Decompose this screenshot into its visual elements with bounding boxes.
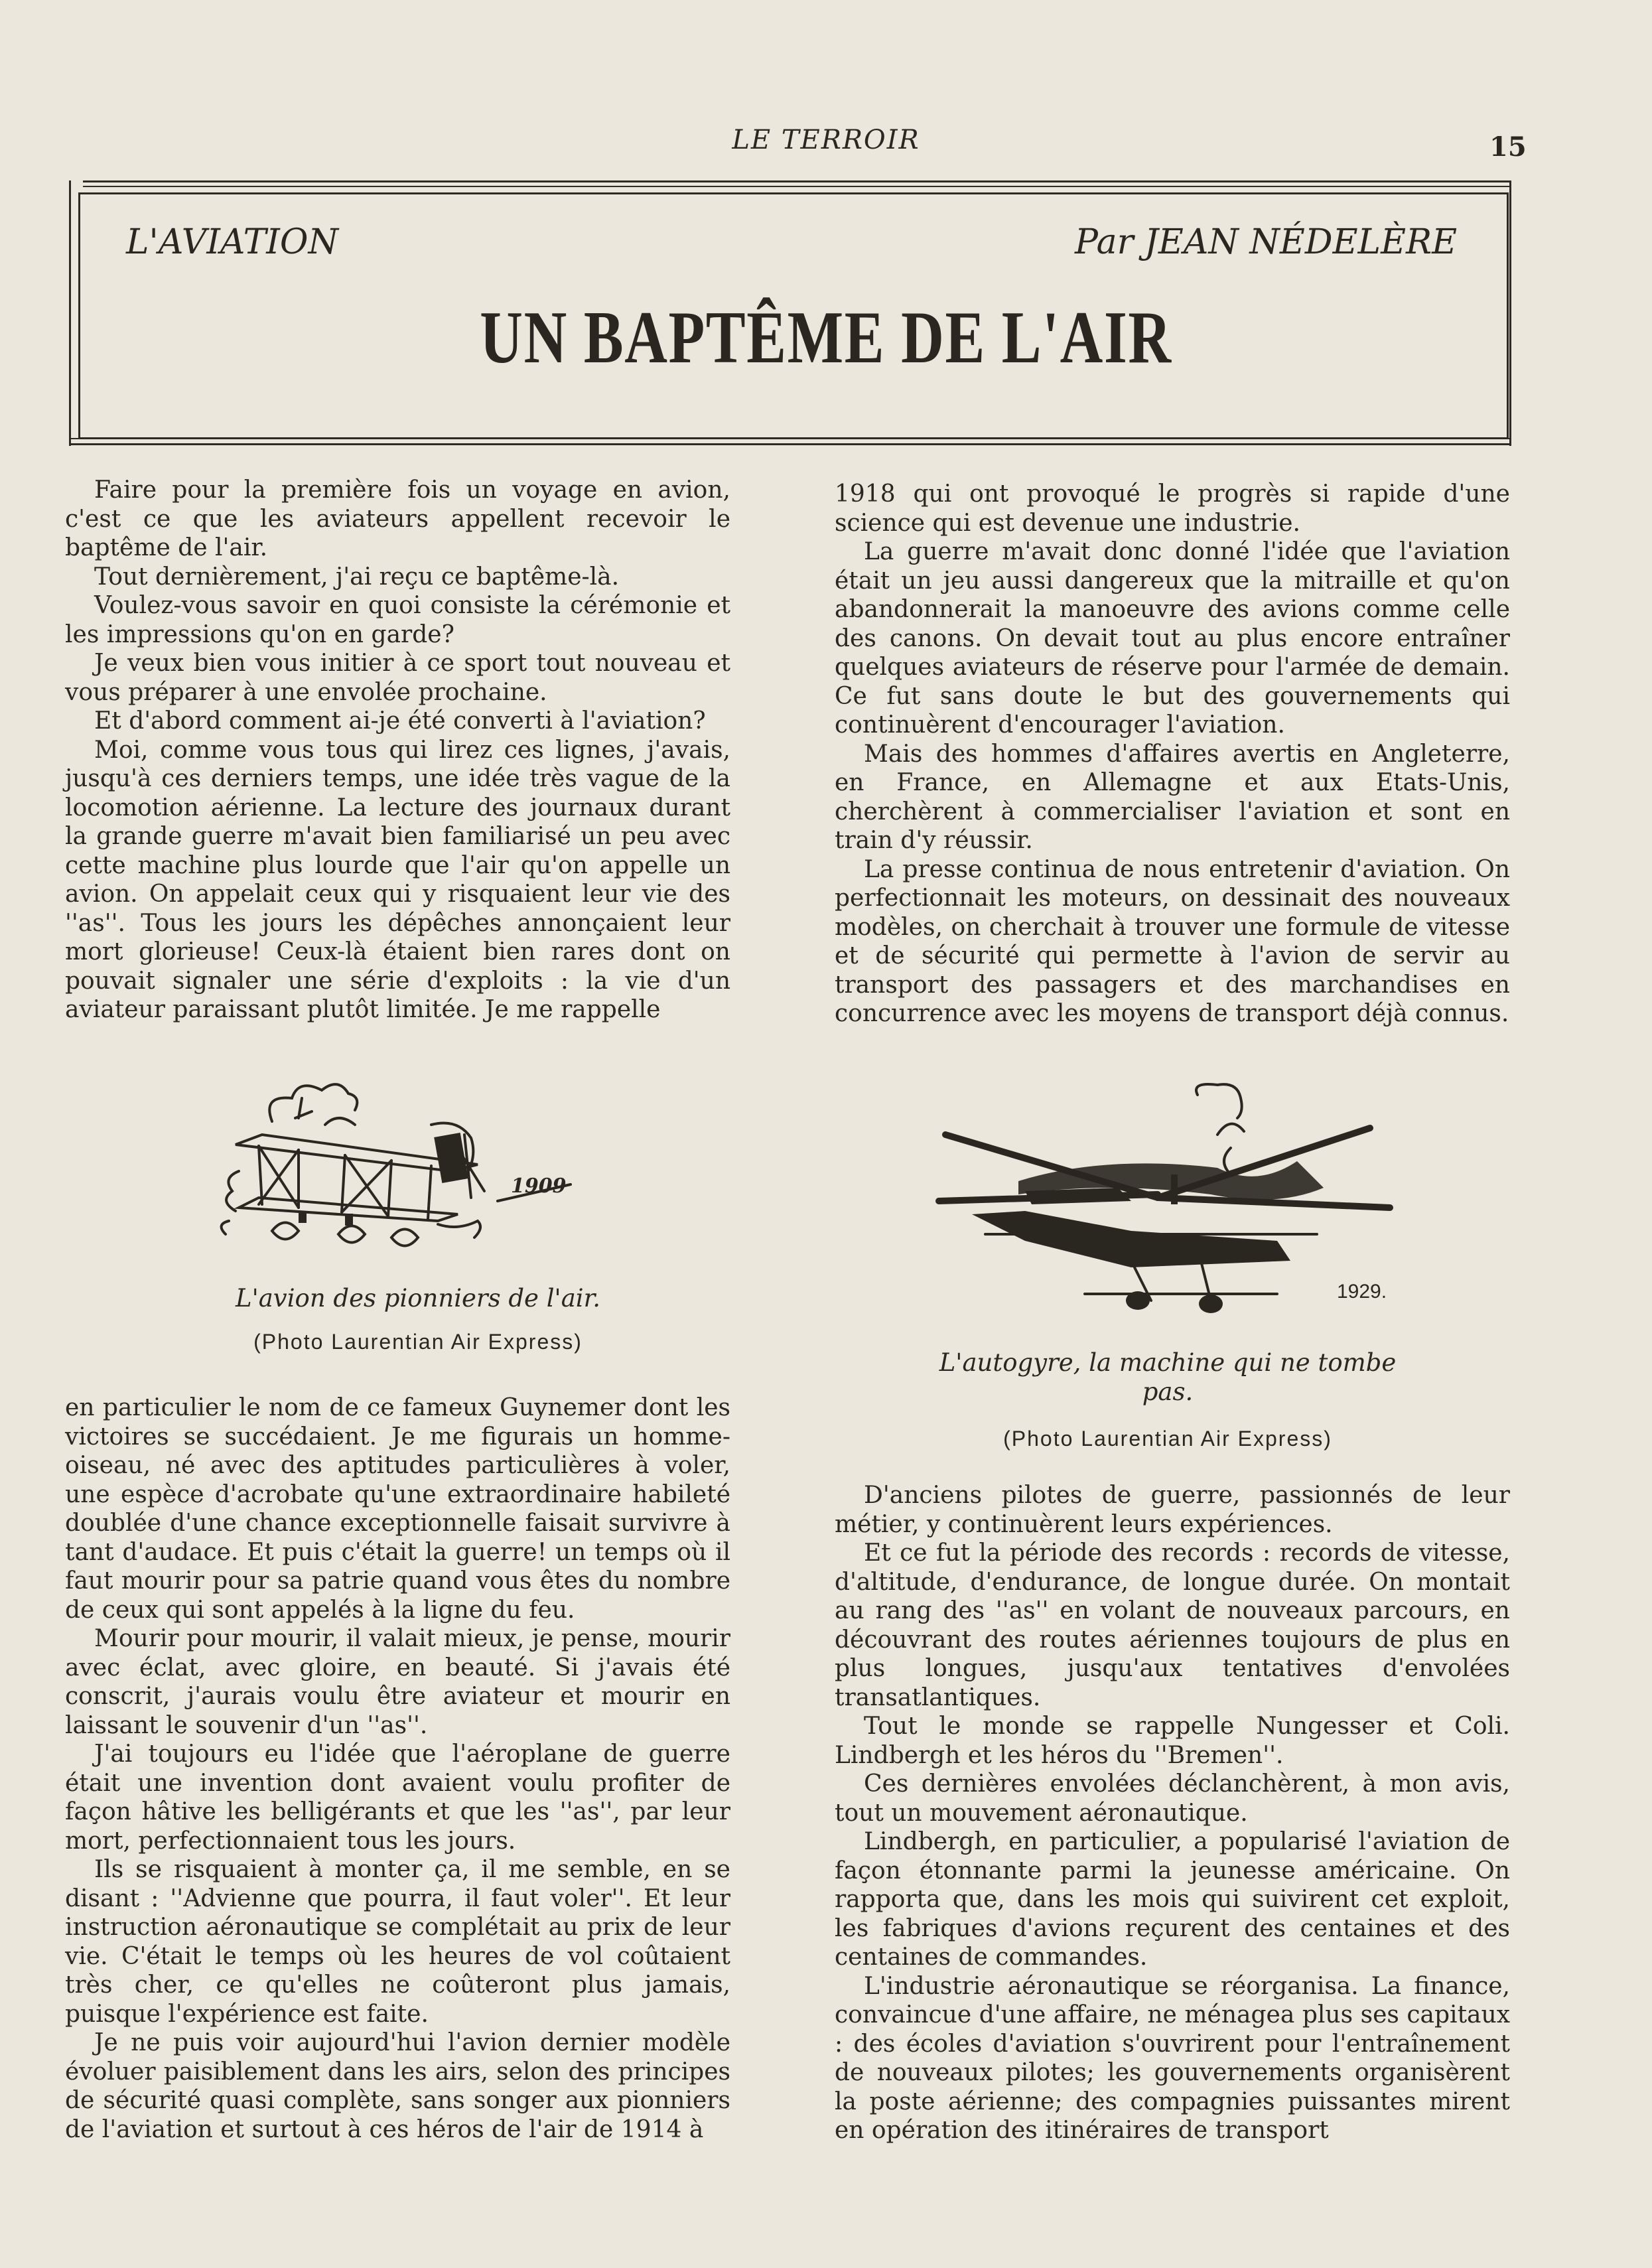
paragraph: 1918 qui ont provoqué le progrès si rapide d'une science qui est devenue une industrie. <box>835 480 1510 537</box>
paragraph: en particulier le nom de ce fameux Guynemer dont les victoires se succédaient. Je me figurais un homme-oiseau, né avec des aptitudes particulières à voler, une espèce d'acrobate qu'une extraordinaire habileté doublée d'une chance exceptionnelle faisait survivre à tant d'audace. Et puis c'était la guerre! un temps où il faut mourir pour sa patrie quand vous êtes du nombre de ceux qui sont appelés à la ligne du feu. <box>65 1394 730 1624</box>
paragraph: Tout le monde se rappelle Nungesser et Coli. Lindbergh et les héros du ''Bremen''. <box>835 1713 1510 1769</box>
paragraph: Lindbergh, en particulier, a popularisé l'aviation de façon étonnante parmi la jeunesse américaine. On rapporta que, dans les mois qui suivirent cet exploit, les fabriques d'avions reçurent des centaines et des centaines de commandes. <box>835 1828 1510 1971</box>
paragraph: Je ne puis voir aujourd'hui l'avion dernier modèle évoluer paisiblement dans les airs, selon des principes de sécurité quasi complète, sans songer aux pionniers de l'aviation et surtout à ces héros de l'air de 1914 à <box>65 2029 730 2143</box>
left-figure-caption <box>106 1284 730 1354</box>
year-label-1929: 1929. <box>1337 1281 1387 1303</box>
paragraph: Ces dernières envolées déclanchèrent, à mon avis, tout un mouvement aéronautique. <box>835 1770 1510 1827</box>
right-photo-credit: (Photo Laurentian Air Express) <box>1003 1427 1332 1451</box>
biplane-drawing <box>199 1072 597 1264</box>
paragraph: Faire pour la première fois un voyage en avion, c'est ce que les aviateurs appellent recevoir le baptême de l'air. <box>65 476 730 561</box>
top-rule-2 <box>83 186 1509 187</box>
paragraph: Tout dernièrement, j'ai reçu ce baptême-là. <box>94 563 620 591</box>
paragraph: Je veux bien vous initier à ce sport tout nouveau et vous préparer à une envolée prochaine. <box>65 650 730 706</box>
right-caption-text: L'autogyre, la machine qui ne tombe pas. <box>939 1348 1397 1406</box>
column-1-bottom <box>65 1393 730 2144</box>
column-1-top <box>65 476 730 1025</box>
autogyro-drawing <box>932 1075 1397 1340</box>
left-side-rule <box>69 180 71 446</box>
article-title: UN BAPTÊME DE L'AIR <box>480 297 1172 379</box>
paragraph: Voulez-vous savoir en quoi consiste la cérémonie et les impressions qu'on en garde? <box>65 592 730 648</box>
column-2-bottom <box>835 1481 1510 2145</box>
running-title: LE TERROIR <box>732 125 920 155</box>
top-rule-1 <box>83 180 1509 182</box>
paragraph: La guerre m'avait donc donné l'idée que l'aviation était un jeu aussi dangereux que la mitraille et qu'on abandonnerait la manoeuvre des avions comme celle des canons. On devait tout au plus encore entraîner quelques aviateurs de réserve pour l'armée de demain. Ce fut sans doute le but des gouvernements qui continuèrent d'encourager l'aviation. <box>835 538 1510 739</box>
biplane-1909-illustration <box>199 1072 597 1264</box>
paragraph: Mourir pour mourir, il valait mieux, je pense, mourir avec éclat, avec gloire, en beauté. Si j'avais été conscrit, j'aurais voulu être aviateur et mourir en laissant le souvenir d'un ''as''. <box>65 1625 730 1739</box>
paragraph: Ils se risquaient à monter ça, il me semble, en se disant : ''Advienne que pourra, il faut voler''. Et leur instruction aéronautique se complétait au prix de leur vie. C'était le temps où les heures de vol coûtaient très cher, ce qu'elles ne coûteront plus jamais, puisque l'expérience est faite. <box>65 1856 730 2028</box>
left-photo-credit: (Photo Laurentian Air Express) <box>253 1330 583 1354</box>
paragraph: L'industrie aéronautique se réorganisa. La finance, convaincue d'une affaire, ne ménagea plus ses capitaux : des écoles d'aviation s'ouvrirent pour l'entraînement de nouveaux pilotes; les gouvernements organisèrent la poste aérienne; des compagnies puissantes mirent en opération des itinéraires de transport <box>835 1972 1510 2144</box>
bottom-rule-2 <box>70 443 1509 445</box>
paragraph: Mais des hommes d'affaires avertis en Angleterre, en France, en Allemagne et aux Etats-Unis, cherchèrent à commercialiser l'aviation et sont en train d'y réussir. <box>835 740 1510 854</box>
paragraph: Et d'abord comment ai-je été converti à l'aviation? <box>94 707 706 735</box>
byline: Par JEAN NÉDELÈRE <box>1075 222 1458 262</box>
page-number: 15 <box>1489 131 1527 163</box>
paragraph: J'ai toujours eu l'idée que l'aéroplane de guerre était une invention dont avaient voulu profiter de façon hâtive les belligérants et que les ''as'', par leur mort, perfectionnaient tous les jours. <box>65 1740 730 1855</box>
paragraph: Moi, comme vous tous qui lirez ces lignes, j'avais, jusqu'à ces derniers temps, une idée très vague de la locomotion aérienne. La lecture des journaux durant la grande guerre m'avait bien familiarisé un peu avec cette machine plus lourde que l'air qu'on appelle un avion. On appelait ceux qui y risquaient leur vie des ''as''. Tous les jours les dépêches annonçaient leur mort glorieuse! Ceux-là étaient bien rares dont on pouvait signaler une série d'exploits : la vie d'un aviateur paraissant plutôt limitée. Je me rappelle <box>65 736 730 1023</box>
bottom-rule-1 <box>70 438 1509 439</box>
paragraph: Et ce fut la période des records : records de vitesse, d'altitude, d'endurance, de longue durée. On montait au rang des ''as'' en volant de nouveaux parcours, en découvrant des routes aériennes toujours de plus en plus longues, jusqu'aux tentatives d'envolées transatlantiques. <box>835 1539 1510 1711</box>
column-2-top <box>835 480 1510 1028</box>
left-caption-text: L'avion des pionniers de l'air. <box>236 1284 600 1312</box>
paragraph: La presse continua de nous entretenir d'aviation. On perfectionnait les moteurs, on dessinait des nouveaux modèles, on cherchait à trouver une formule de vitesse et de sécurité qui permette à l'avion de servir au transport des passagers et des marchandises en concurrence avec les moyens de transport déjà connus. <box>835 855 1510 1027</box>
paragraph: D'anciens pilotes de guerre, passionnés de leur métier, y continuèrent leurs expériences. <box>835 1482 1510 1538</box>
section-label: L'AVIATION <box>126 222 338 262</box>
autogyro-1929-illustration <box>932 1075 1397 1340</box>
right-side-rule <box>1509 180 1511 446</box>
year-label-1909: 1909 <box>511 1174 567 1198</box>
right-figure-caption <box>916 1348 1420 1453</box>
